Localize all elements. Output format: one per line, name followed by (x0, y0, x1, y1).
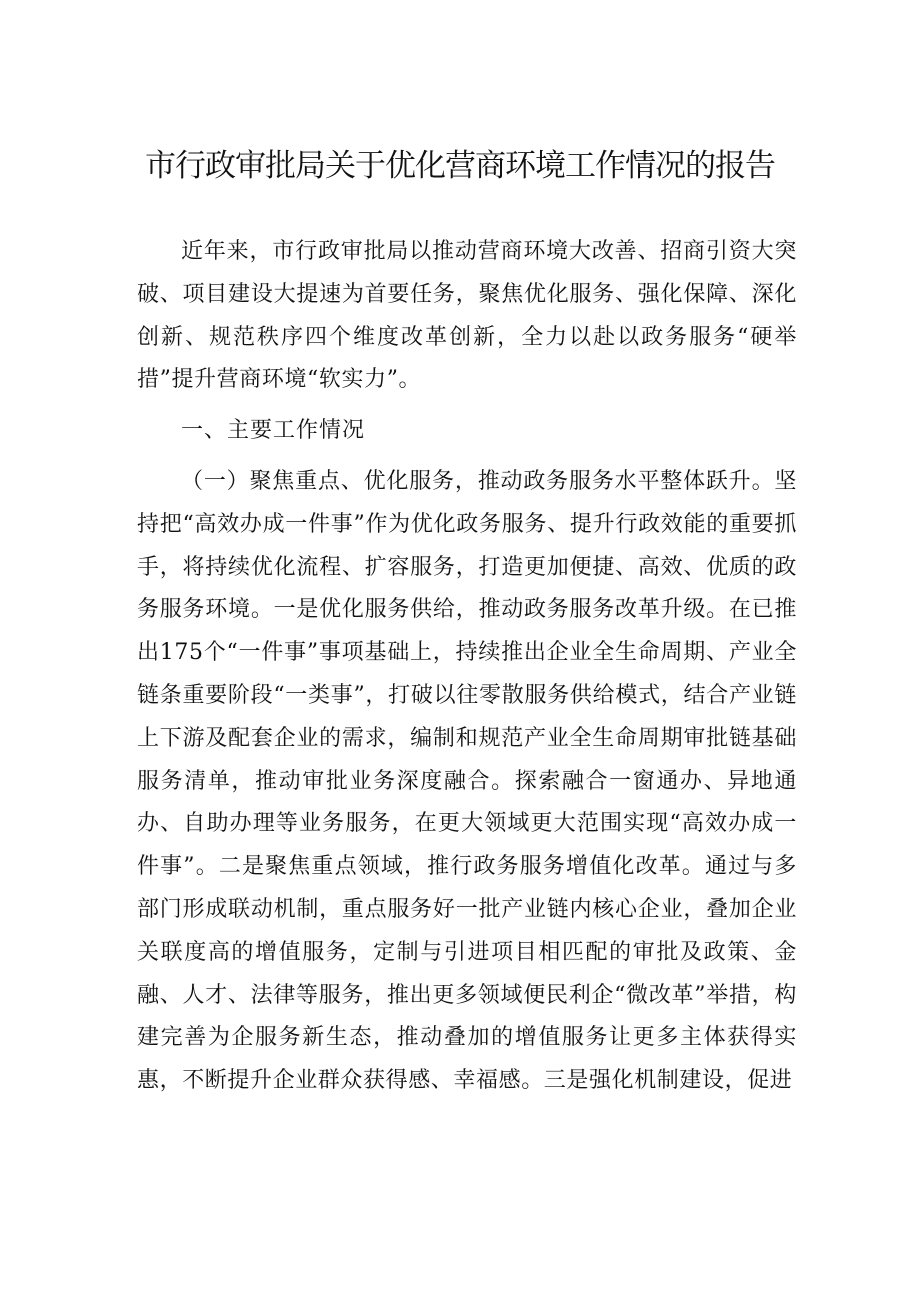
document-body (137, 231, 797, 1103)
section-paragraph: （一）聚焦重点、优化服务，推动政务服务水平整体跃升。坚持把“高效办成一件事”作为优化政务服务、提升行政效能的重要抓手，将持续优化流程、扩容服务，打造更加便捷、高效、优质的政务服务环境。一是优化服务供给，推动政务服务改革升级。在已推出175个“一件事”事项基础上，持续推出企业全生命周期、产业全链条重要阶段“一类事”，打破以往零散服务供给模式，结合产业链上下游及配套企业的需求，编制和规范产业全生命周期审批链基础服务清单，推动审批业务深度融合。探索融合一窗通办、异地通办、自助办理等业务服务，在更大领域更大范围实现“高效办成一件事”。二是聚焦重点领域，推行政务服务增值化改革。通过与多部门形成联动机制，重点服务好一批产业链内核心企业，叠加企业关联度高的增值服务，定制与引进项目相匹配的审批及政策、金融、人才、法律等服务，推出更多领域便民利企“微改革”举措，构建完善为企服务新生态，推动叠加的增值服务让更多主体获得实惠，不断提升企业群众获得感、幸福感。三是强化机制建设，促进 (137, 468, 797, 1094)
document-title: 市行政审批局关于优化营商环境工作情况的报告 (145, 148, 775, 184)
section-heading: 一、主要工作情况 (181, 418, 366, 444)
intro-paragraph: 近年来，市行政审批局以推动营商环境大改善、招商引资大突破、项目建设大提速为首要任务，聚焦优化服务、强化保障、深化创新、规范秩序四个维度改革创新，全力以赴以政务服务“硬举措”提升营商环境“软实力”。 (137, 239, 797, 393)
